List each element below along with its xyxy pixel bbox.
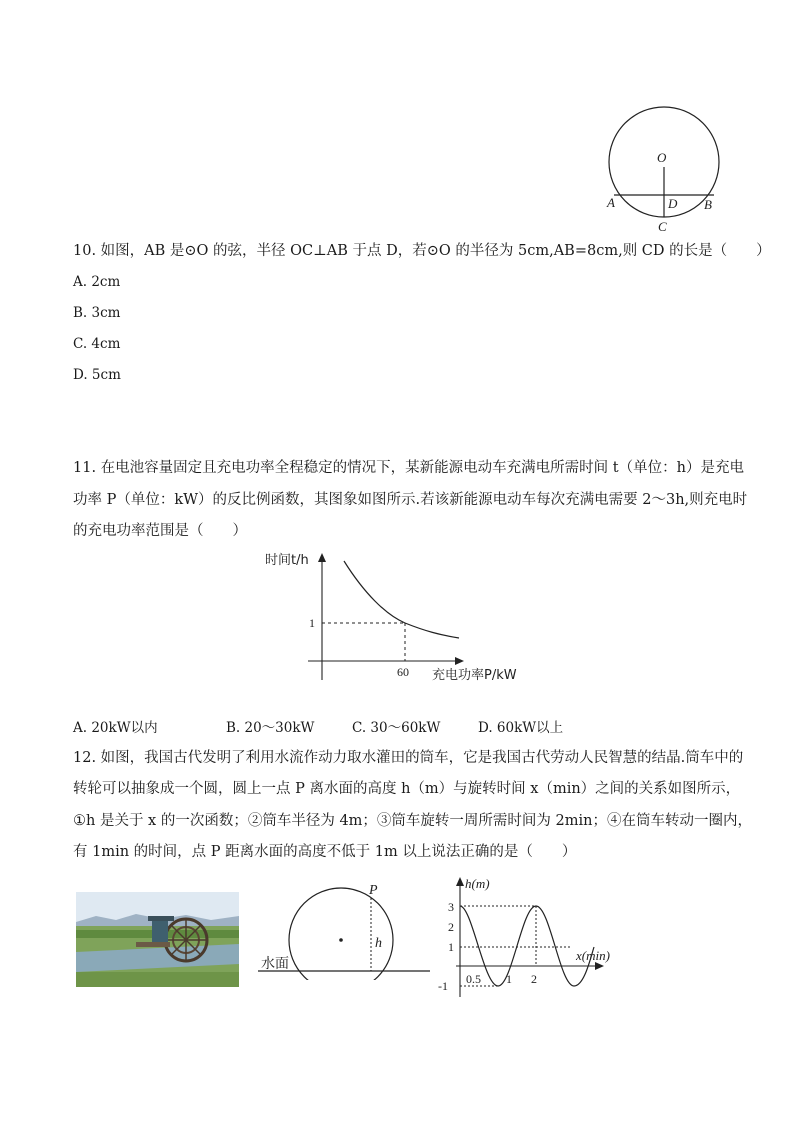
- y-tick-2: 2: [448, 920, 454, 934]
- label-D: D: [668, 196, 678, 211]
- q12-stem-line4: 有 1min 的时间，点 P 距离水面的高度不低于 1m 以上说法正确的是（ ）: [73, 844, 577, 860]
- x-tick-2: 2: [531, 972, 537, 986]
- q11-x-tick: 60: [397, 665, 409, 679]
- q12-stem-line3: ①h 是关于 x 的一次函数；②筒车半径为 4m；③筒车旋转一周所需时间为 2min；④在筒车转动一圈内，: [73, 813, 752, 829]
- label-O: O: [657, 150, 667, 165]
- q11-inverse-function-chart: [262, 545, 537, 690]
- y-tick-neg1: -1: [438, 979, 448, 993]
- q12-wheel-diagram: [258, 880, 438, 980]
- water-wheel-photo: [76, 892, 239, 987]
- q11-option-a[interactable]: A. 20kW以内: [73, 720, 158, 736]
- q11-option-d[interactable]: D. 60kW以上: [478, 720, 564, 736]
- q11-option-c[interactable]: C. 30～60kW: [352, 720, 441, 736]
- q12-height-time-graph: [432, 872, 627, 1000]
- q10-option-d[interactable]: D. 5cm: [73, 367, 121, 383]
- q10-option-b[interactable]: B. 3cm: [73, 305, 121, 321]
- x-tick-0-5: 0.5: [466, 972, 481, 986]
- label-B: B: [704, 197, 712, 212]
- label-A: A: [607, 195, 615, 210]
- q10-circle-figure: [600, 100, 730, 240]
- q11-stem-line2: 功率 P（单位：kW）的反比例函数，其图象如图所示.若该新能源电动车每次充满电需要 2～3h,则充电时: [73, 492, 748, 508]
- label-C: C: [658, 219, 667, 234]
- q11-stem-line3: 的充电功率范围是（ ）: [73, 523, 247, 539]
- q12-stem-line2: 转轮可以抽象成一个圆，圆上一点 P 离水面的高度 h（m）与旋转时间 x（min）之间的关系如图所示，: [73, 781, 741, 797]
- q10-option-c[interactable]: C. 4cm: [73, 336, 121, 352]
- y-tick-1: 1: [448, 940, 454, 954]
- label-P: P: [369, 883, 378, 898]
- label-h: h: [375, 936, 382, 951]
- q11-x-axis-label: 充电功率P/kW: [432, 668, 517, 683]
- x-axis-label-x: x(min): [576, 948, 610, 963]
- q10-option-a[interactable]: A. 2cm: [73, 274, 121, 290]
- q12-stem-line1: 12. 如图，我国古代发明了利用水流作动力取水灌田的筒车，它是我国古代劳动人民智慧的结晶.筒车中的: [73, 750, 744, 766]
- q10-stem: 10. 如图，AB 是⊙O 的弦，半径 OC⊥AB 于点 D，若⊙O 的半径为 5cm,AB=8cm,则 CD 的长是（ ）: [73, 243, 771, 259]
- q11-option-b[interactable]: B. 20～30kW: [226, 720, 315, 736]
- q11-y-tick: 1: [309, 616, 315, 630]
- x-tick-1: 1: [506, 972, 512, 986]
- y-axis-label-h: h(m): [465, 876, 490, 891]
- q11-stem-line1: 11. 在电池容量固定且充电功率全程稳定的情况下，某新能源电动车充满电所需时间 t（单位：h）是充电: [73, 460, 744, 476]
- label-water-surface: 水面: [261, 956, 289, 972]
- q11-y-axis-label: 时间t/h: [265, 553, 309, 568]
- y-tick-3: 3: [448, 900, 454, 914]
